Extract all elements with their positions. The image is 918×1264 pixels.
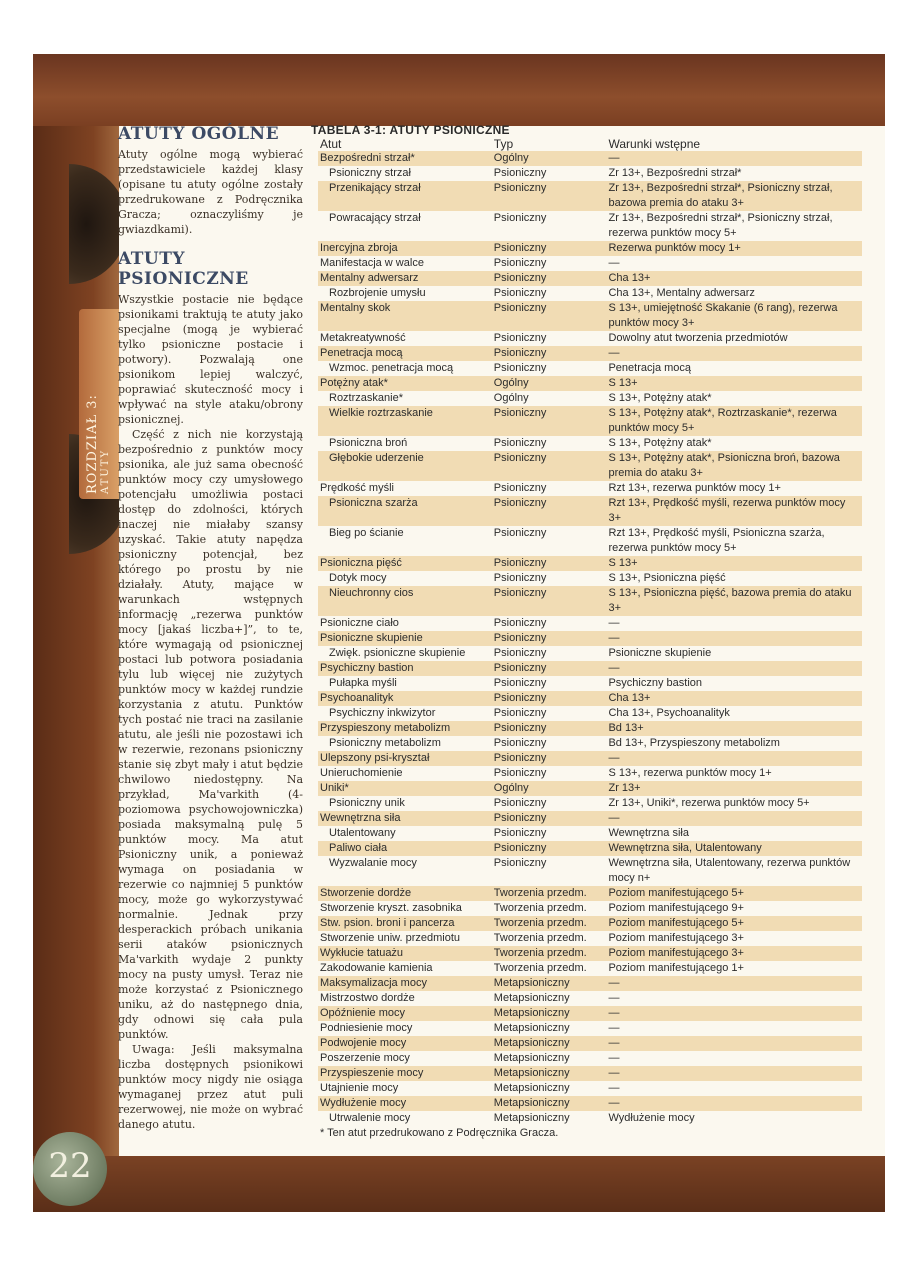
feat-prerequisites: S 13+, Potężny atak*: [608, 392, 712, 404]
header-warunki: Warunki wstępne: [608, 136, 701, 151]
table-row: [318, 1006, 862, 1021]
feat-name: Zakodowanie kamienia: [320, 962, 433, 974]
table-row: [318, 1051, 862, 1066]
feat-prerequisites: Dowolny atut tworzenia przedmiotów: [608, 332, 788, 344]
feat-prerequisites: Penetracja mocą: [608, 362, 692, 374]
feat-prerequisites: Cha 13+: [606, 271, 862, 286]
table-row: [318, 976, 862, 991]
feat-type: Psioniczny: [493, 362, 547, 374]
table-row: [318, 646, 862, 661]
feat-prerequisites: S 13+, rezerwa punktów mocy 1+: [608, 767, 772, 779]
chapter-tab-label: [85, 394, 111, 494]
chapter-tab-chapter: ROZDZIAŁ 3:: [85, 394, 100, 494]
feat-name: Maksymalizacja mocy: [318, 976, 492, 991]
feat-prerequisites: Zr 13+, Bezpośredni strzał*, Psioniczny strzał, bazowa premia do ataku 3+: [606, 181, 862, 211]
feat-type: Psioniczny: [493, 527, 547, 539]
feat-name: Uniki*: [318, 781, 492, 796]
feat-name: Nieuchronny cios: [318, 586, 492, 616]
table-row: [318, 361, 862, 376]
feat-prerequisites: S 13+, Psioniczna pięść, bazowa premia do ataku 3+: [606, 586, 862, 616]
feat-name: Poszerzenie mocy: [320, 1052, 410, 1064]
feat-name: Zwięk. psioniczne skupienie: [329, 647, 466, 659]
feat-type: Ogólny: [492, 781, 607, 796]
feat-prerequisites: Poziom manifestującego 5+: [606, 916, 862, 931]
feat-name: Stworzenie kryszt. zasobnika: [320, 902, 462, 914]
feat-prerequisites: Rzt 13+, Prędkość myśli, Psioniczna szarża, rezerwa punktów mocy 5+: [608, 527, 825, 554]
table-row: [318, 1081, 862, 1096]
feat-prerequisites: —: [606, 1006, 862, 1021]
feat-type: Psioniczny: [493, 677, 547, 689]
table-row: [318, 811, 862, 826]
table-row: [318, 916, 862, 931]
feat-prerequisites: —: [606, 976, 862, 991]
table-row: [318, 931, 862, 946]
feat-name: Paliwo ciała: [318, 841, 492, 856]
psionic-feats-table: [318, 136, 862, 1126]
feat-type: Metapsioniczny: [493, 1082, 570, 1094]
feat-name: Psychiczny bastion: [318, 661, 492, 676]
table-row: [318, 751, 862, 766]
feat-type: Tworzenia przedm.: [492, 916, 607, 931]
feat-prerequisites: —: [608, 1022, 620, 1034]
feat-name: Manifestacja w walce: [320, 257, 424, 269]
feat-type: Psioniczny: [493, 827, 547, 839]
feat-type: Psioniczny: [492, 406, 607, 436]
feat-name: Psioniczny strzał: [329, 167, 411, 179]
table-row: [318, 376, 862, 391]
feat-name: Pułapka myśli: [329, 677, 397, 689]
table-row: [318, 526, 862, 556]
feat-prerequisites: S 13+, Potężny atak*, Roztrzaskanie*, rezerwa punktów mocy 5+: [606, 406, 862, 436]
feat-name: Utajnienie mocy: [320, 1082, 399, 1094]
feat-name: Prędkość myśli: [320, 482, 394, 494]
feat-name: Dotyk mocy: [329, 572, 387, 584]
feat-type: Psioniczny: [492, 241, 607, 256]
feat-name: Rozbrojenie umysłu: [329, 287, 426, 299]
psionic-paragraph-2: Część z nich nie korzystają bezpośrednio z punktów mocy psionika, ale już sama obecność punktów mocy czy umysłowego potencjału umożliwia postaci dostęp do zdolności, których inaczej nie miałaby szansy uzyskać. Takie atuty napędza psioniczny potencjał, bez którego po prostu by nie działały. Atuty, mające w warunkach wstępnych informację „rezerwa punktów mocy [jakaś liczba+]”, to te, które wymagają od psionicznej postaci lub potwora posiadania tylu lub więcej nie zużytych punktów mocy w każdej rundzie korzystania z atutu. Punktów tych postać nie traci na zasilanie atutu, ale jeśli nie pozostawi ich w rezerwie, rezonans psioniczny stanie się zbyt mały i atut będzie chwilowo niedostępny. Na przykład, Ma'varkith (4-poziomowa psychowojowniczka) posiada maksymalną pulę 5 punktów mocy. Ma atut Psioniczny unik, a ponieważ wymaga on posiadania w rezerwie co najmniej 5 punktów mocy, może go wykorzystywać normalnie. Jednak przy desperackich próbach unikania serii ataków psionicznych Ma'varkith wydaje 2 punkty mocy na pusty umysł. Teraz nie może korzystać z Psionicznego uniku, aż do następnego dnia, gdy odnowi się cała pula punktów.: [118, 428, 303, 1041]
feat-prerequisites: —: [608, 257, 620, 269]
feat-type: Psioniczny: [492, 841, 607, 856]
table-header-row: [318, 136, 862, 151]
feat-name: Stworzenie dordże: [318, 886, 492, 901]
feat-prerequisites: Bd 13+: [606, 721, 862, 736]
feat-prerequisites: Wewnętrzna siła: [608, 827, 689, 839]
feat-type: Psioniczny: [493, 257, 547, 269]
feat-prerequisites: —: [606, 346, 862, 361]
feat-name: Potężny atak*: [318, 376, 492, 391]
feat-name: Wewnętrzna siła: [318, 811, 492, 826]
feat-prerequisites: Wewnętrzna siła, Utalentowany, rezerwa punktów mocy n+: [608, 857, 851, 884]
table-title: TABELA 3-1: ATUTY PSIONICZNE: [311, 123, 510, 137]
feat-prerequisites: —: [606, 1066, 862, 1081]
feat-prerequisites: Zr 13+, Uniki*, rezerwa punktów mocy 5+: [608, 797, 810, 809]
feat-name: Ulepszony psi-kryształ: [318, 751, 492, 766]
table-row: [318, 616, 862, 631]
feat-type: Psioniczny: [493, 767, 547, 779]
table-row: [318, 241, 862, 256]
psionic-paragraph-1: Wszystkie postacie nie będące psionikami traktują te atuty jako specjalne (mogą je wybierać tylko psioniczne postacie i potwory). Pozwalają one psionikom lepiej walczyć, poprawiać skuteczność mocy i wpływać na style ataku/obrony psionicznej.: [118, 293, 303, 426]
feat-type: Psioniczny: [492, 451, 607, 481]
table-body: [318, 151, 862, 1126]
table-row: [318, 496, 862, 526]
table-row: [318, 151, 862, 166]
table-row: [318, 1021, 862, 1036]
chapter-tab-title: ATUTY: [100, 448, 111, 494]
feat-name: Psioniczne ciało: [320, 617, 399, 629]
feat-type: Psioniczny: [493, 332, 547, 344]
table-row: [318, 1111, 862, 1126]
table-row: [318, 391, 862, 406]
feat-name: Bezpośredni strzał*: [318, 151, 492, 166]
feat-prerequisites: S 13+, umiejętność Skakanie (6 rang), rezerwa punktów mocy 3+: [606, 301, 862, 331]
feat-prerequisites: Poziom manifestującego 9+: [608, 902, 744, 914]
table-row: [318, 1096, 862, 1111]
table-row: [318, 181, 862, 211]
table-row: [318, 661, 862, 676]
header-atut: Atut: [320, 136, 342, 151]
feat-type: Metapsioniczny: [492, 1096, 607, 1111]
feat-prerequisites: Psychiczny bastion: [608, 677, 703, 689]
feat-type: Psioniczny: [493, 617, 547, 629]
feat-prerequisites: —: [608, 1052, 620, 1064]
feat-type: Psioniczny: [493, 482, 547, 494]
feat-prerequisites: S 13+, Psioniczna pięść: [608, 572, 726, 584]
feat-name: Podniesienie mocy: [320, 1022, 413, 1034]
table-row: [318, 841, 862, 856]
table-row: [318, 586, 862, 616]
feat-prerequisites: Poziom manifestującego 1+: [608, 962, 744, 974]
feat-prerequisites: Zr 13+, Bezpośredni strzał*: [608, 167, 742, 179]
general-text: Atuty ogólne mogą wybierać przedstawiciele każdej klasy (opisane tu atuty ogólne zostały przedrukowane z Podręcznika Gracza; oznaczyliśmy je gwiazdkami).: [118, 148, 303, 236]
feat-type: Psioniczny: [492, 496, 607, 526]
feat-name: Mentalny adwersarz: [318, 271, 492, 286]
feat-prerequisites: S 13+, Potężny atak*: [608, 437, 712, 449]
table-row: [318, 721, 862, 736]
feat-type: Psioniczny: [493, 287, 547, 299]
table-row: [318, 331, 862, 346]
table-row: [318, 706, 862, 721]
feat-prerequisites: Wewnętrzna siła, Utalentowany: [606, 841, 862, 856]
feat-type: Metapsioniczny: [492, 1006, 607, 1021]
table-row: [318, 286, 862, 301]
table-row: [318, 676, 862, 691]
feat-prerequisites: Poziom manifestującego 3+: [608, 932, 744, 944]
feat-prerequisites: —: [606, 661, 862, 676]
feat-type: Metapsioniczny: [493, 1112, 570, 1124]
feat-type: Psioniczny: [493, 572, 547, 584]
table-row: [318, 946, 862, 961]
feat-name: Powracający strzał: [329, 212, 421, 224]
feat-type: Ogólny: [493, 392, 529, 404]
feat-type: Psioniczny: [492, 691, 607, 706]
table-row: [318, 856, 862, 886]
feat-name: Psioniczny unik: [329, 797, 405, 809]
table-row: [318, 736, 862, 751]
feat-name: Głębokie uderzenie: [318, 451, 492, 481]
feat-type: Psioniczny: [492, 301, 607, 331]
feat-type: Metapsioniczny: [492, 1036, 607, 1051]
table-row: [318, 166, 862, 181]
general-heading: ATUTY OGÓLNE: [118, 124, 280, 144]
feat-type: Metapsioniczny: [492, 1066, 607, 1081]
feat-name: Psychoanalityk: [318, 691, 492, 706]
feat-type: Metapsioniczny: [493, 1052, 570, 1064]
table-row: [318, 631, 862, 646]
feat-type: Tworzenia przedm.: [492, 886, 607, 901]
feat-type: Psioniczny: [492, 271, 607, 286]
psionic-heading: ATUTY PSIONICZNE: [118, 249, 249, 289]
feat-name: Psioniczna pięść: [318, 556, 492, 571]
top-border: [33, 54, 885, 126]
feat-name: Psioniczna szarża: [318, 496, 492, 526]
feat-prerequisites: Psioniczne skupienie: [608, 647, 712, 659]
feat-name: Podwojenie mocy: [318, 1036, 492, 1051]
feat-type: Tworzenia przedm.: [492, 946, 607, 961]
table-footnote: * Ten atut przedrukowano z Podręcznika Gracza.: [320, 1127, 559, 1139]
table-row: [318, 481, 862, 496]
feat-prerequisites: Rezerwa punktów mocy 1+: [606, 241, 862, 256]
table-row: [318, 961, 862, 976]
table-row: [318, 571, 862, 586]
feat-name: Opóźnienie mocy: [318, 1006, 492, 1021]
feat-type: Psioniczny: [492, 751, 607, 766]
table-row: [318, 211, 862, 241]
feat-type: Psioniczny: [493, 212, 547, 224]
table-row: [318, 346, 862, 361]
feat-type: Psioniczny: [493, 647, 547, 659]
feat-name: Przyspieszony metabolizm: [318, 721, 492, 736]
feat-type: Psioniczny: [493, 167, 547, 179]
feat-prerequisites: —: [606, 751, 862, 766]
feat-name: Bieg po ścianie: [329, 527, 404, 539]
feat-prerequisites: Poziom manifestującego 5+: [606, 886, 862, 901]
bottom-border: [33, 1156, 885, 1212]
feat-type: Psioniczny: [493, 707, 547, 719]
feat-name: Utrwalenie mocy: [329, 1112, 411, 1124]
feat-type: Psioniczny: [492, 586, 607, 616]
feat-name: Penetracja mocą: [318, 346, 492, 361]
feat-type: Ogólny: [492, 376, 607, 391]
table-row: [318, 901, 862, 916]
feat-type: Tworzenia przedm.: [493, 932, 587, 944]
feat-prerequisites: Rzt 13+, rezerwa punktów mocy 1+: [608, 482, 781, 494]
feat-type: Tworzenia przedm.: [493, 962, 587, 974]
feat-prerequisites: —: [606, 151, 862, 166]
feat-type: Psioniczny: [492, 721, 607, 736]
feat-prerequisites: —: [608, 617, 620, 629]
table-row: [318, 691, 862, 706]
text-column: [118, 124, 303, 1132]
header-typ: Typ: [493, 136, 514, 151]
feat-name: Unieruchomienie: [320, 767, 403, 779]
table-row: [318, 1036, 862, 1051]
feat-prerequisites: Zr 13+, Bezpośredni strzał*, Psioniczny strzał, rezerwa punktów mocy 5+: [608, 212, 833, 239]
feat-type: Psioniczny: [493, 737, 547, 749]
feat-name: Inercyjna zbroja: [318, 241, 492, 256]
page-number: 22: [48, 1146, 92, 1186]
table-row: [318, 256, 862, 271]
feat-type: Psioniczny: [492, 631, 607, 646]
table-row: [318, 436, 862, 451]
feat-type: Ogólny: [492, 151, 607, 166]
feat-name: Psychiczny inkwizytor: [329, 707, 436, 719]
feat-prerequisites: Cha 13+: [606, 691, 862, 706]
feat-type: Psioniczny: [492, 661, 607, 676]
feat-type: Psioniczny: [493, 797, 547, 809]
table-row: [318, 766, 862, 781]
table-row: [318, 451, 862, 481]
feat-prerequisites: S 13+: [606, 556, 862, 571]
feat-name: Wyzwalanie mocy: [329, 857, 417, 869]
feat-name: Mistrzostwo dordże: [320, 992, 415, 1004]
feat-name: Stw. psion. broni i pancerza: [318, 916, 492, 931]
feat-name: Utalentowany: [329, 827, 396, 839]
feat-name: Wykłucie tatuażu: [318, 946, 492, 961]
feat-type: Psioniczny: [493, 857, 547, 869]
feat-name: Wielkie roztrzaskanie: [318, 406, 492, 436]
feat-type: Tworzenia przedm.: [493, 902, 587, 914]
feat-type: Psioniczny: [492, 811, 607, 826]
feat-type: Metapsioniczny: [492, 976, 607, 991]
psionic-paragraph-3: Uwaga: Jeśli maksymalna liczba dostępnych psionikowi punktów mocy nigdy nie osiąga wymaganej przez atut puli rezerwowej, nie może on wybrać danego atutu.: [118, 1043, 303, 1131]
feat-prerequisites: —: [608, 992, 620, 1004]
feat-name: Mentalny skok: [318, 301, 492, 331]
table-row: [318, 556, 862, 571]
feat-type: Psioniczny: [492, 181, 607, 211]
feat-prerequisites: —: [608, 1082, 620, 1094]
feat-prerequisites: —: [606, 1096, 862, 1111]
feat-prerequisites: Zr 13+: [606, 781, 862, 796]
feat-name: Wzmoc. penetracja mocą: [329, 362, 454, 374]
feat-name: Przenikający strzał: [318, 181, 492, 211]
feat-name: Psioniczne skupienie: [318, 631, 492, 646]
feat-name: Stworzenie uniw. przedmiotu: [320, 932, 461, 944]
table-row: [318, 886, 862, 901]
feat-type: Psioniczny: [492, 556, 607, 571]
feat-prerequisites: Wydłużenie mocy: [608, 1112, 695, 1124]
feat-prerequisites: —: [606, 811, 862, 826]
feat-prerequisites: Bd 13+, Przyspieszony metabolizm: [608, 737, 780, 749]
feat-type: Psioniczny: [493, 437, 547, 449]
feat-prerequisites: S 13+: [606, 376, 862, 391]
feat-name: Psioniczna broń: [329, 437, 408, 449]
feat-name: Przyspieszenie mocy: [318, 1066, 492, 1081]
feat-prerequisites: Rzt 13+, Prędkość myśli, rezerwa punktów mocy 3+: [606, 496, 862, 526]
feat-name: Roztrzaskanie*: [329, 392, 403, 404]
table-row: [318, 406, 862, 436]
feat-prerequisites: —: [606, 1036, 862, 1051]
feat-prerequisites: S 13+, Potężny atak*, Psioniczna broń, bazowa premia do ataku 3+: [606, 451, 862, 481]
table-row: [318, 781, 862, 796]
table-row: [318, 796, 862, 811]
feat-name: Wydłużenie mocy: [318, 1096, 492, 1111]
table-row: [318, 991, 862, 1006]
feat-prerequisites: Poziom manifestującego 3+: [606, 946, 862, 961]
table-row: [318, 1066, 862, 1081]
table-row: [318, 271, 862, 286]
feat-prerequisites: Cha 13+, Mentalny adwersarz: [608, 287, 755, 299]
table-row: [318, 301, 862, 331]
feat-name: Psioniczny metabolizm: [329, 737, 441, 749]
feat-type: Psioniczny: [492, 346, 607, 361]
feat-prerequisites: —: [606, 631, 862, 646]
feat-name: Metakreatywność: [320, 332, 406, 344]
feat-type: Metapsioniczny: [493, 1022, 570, 1034]
feat-type: Metapsioniczny: [493, 992, 570, 1004]
feat-prerequisites: Cha 13+, Psychoanalityk: [608, 707, 730, 719]
table-row: [318, 826, 862, 841]
